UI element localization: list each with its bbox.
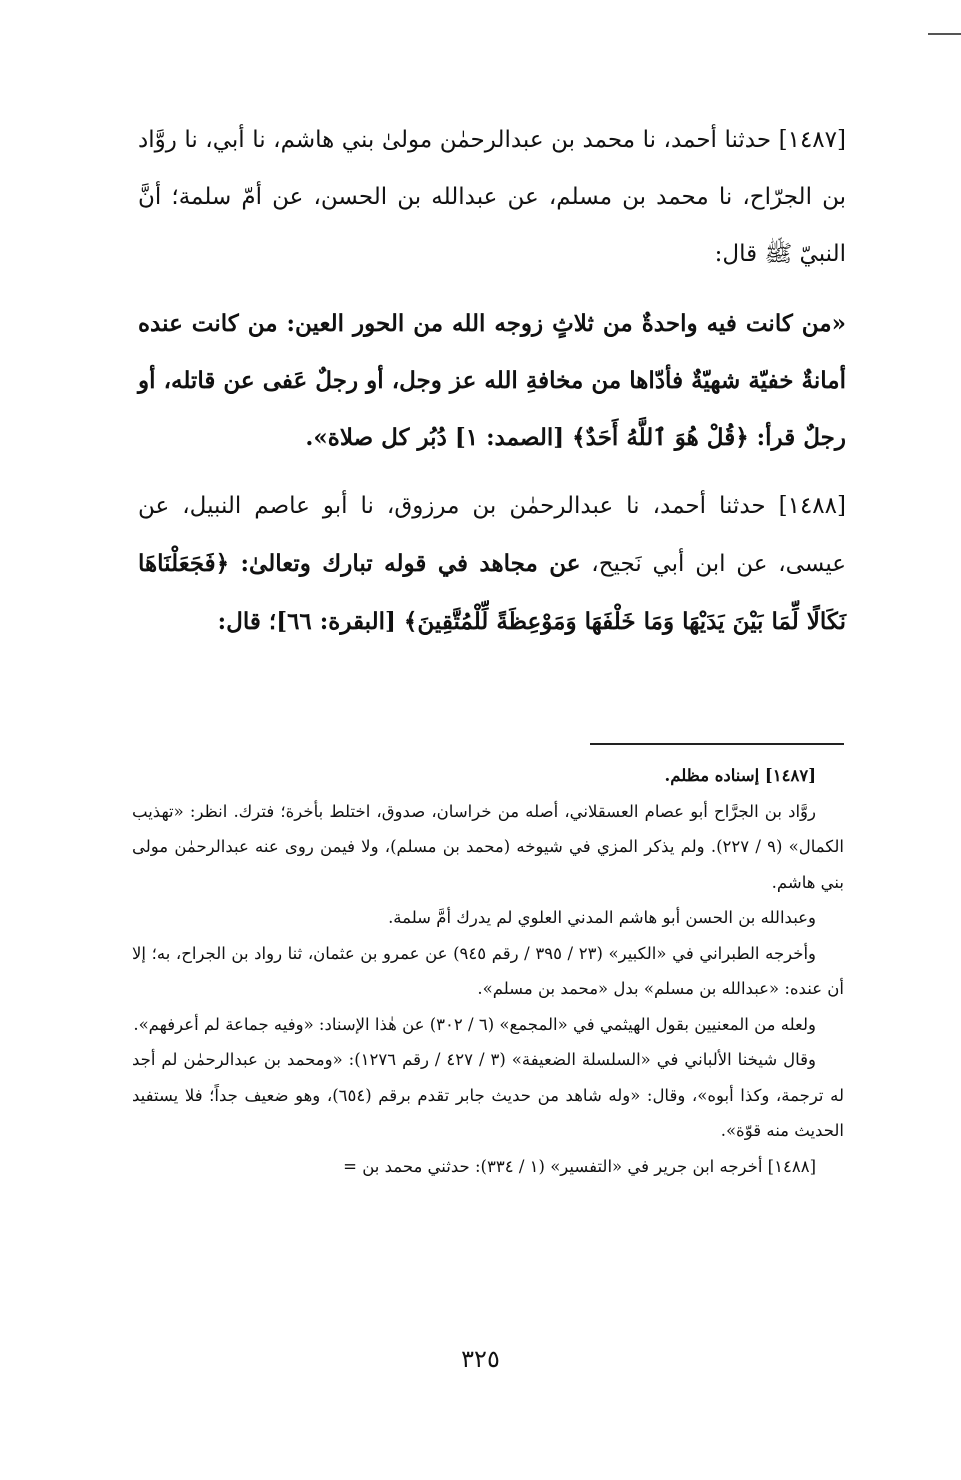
footnote-line: وقال شيخنا الألباني في «السلسلة الضعيفة» (٣ / ٤٢٧ / رقم ١٢٧٦): «ومحمد بن عبدالرحمٰن لم أجد له ترجمة، وكذا أبوه»، وقال: «وله شاهد من حديث جابر تقدم برقم (٦٥٤)، وهو ضعيف جداً؛ فلا يستفيد الحديث منه قوّة». — [132, 1050, 844, 1140]
footnote-divider — [590, 743, 844, 745]
footnote-line: وأخرجه الطبراني في «الكبير» (٢٣ / ٣٩٥ / رقم ٩٤٥) عن عمرو بن عثمان، ثنا رواد بن الجراح، به؛ إلا أن عنده: «عبدالله بن مسلم» بدل «محمد بن مسلم». — [132, 943, 844, 998]
footnote-line: وعبدالله بن الحسن أبو هاشم المدني العلوي لم يدرك أمَّ سلمة. — [388, 908, 816, 927]
hadith-1487-matn: «من كانت فيه واحدةٌ من ثلاثٍ زوجه الله من الحور العين: من كانت عنده أمانةٌ خفيّة شهيّةٌ فأدّاها من مخافةِ الله عز وجل، أو رجلٌ عَفى عن قاتله، أو رجلٌ قرأ: ﴿قُلْ هُوَ ٱللَّهُ أَحَدٌ﴾ [الصمد: ١] دُبُر كل صلاة». — [138, 310, 846, 451]
hadith-1488-isnad: [١٤٨٨] حدثنا أحمد، نا عبدالرحمٰن بن مرزوق، نا أبو عاصم النبيل، عن عيسى، عن ابن أبي نَجيح، — [138, 493, 847, 577]
footnote-line: ولعله من المعنيين بقول الهيثمي في «المجمع» (٦ / ٣٠٢) عن هٰذا الإسناد: «وفيه جماعة لم أعرفهم». — [133, 1014, 816, 1034]
main-text — [138, 112, 846, 651]
hadith-1488-paragraph — [138, 478, 846, 651]
footnote-line-1488: [١٤٨٨] أخرجه ابن جرير في «التفسير» (١ / ٣٣٤): حدثني محمد بن = — [343, 1156, 816, 1176]
page-number: ٣٢٥ — [461, 1345, 500, 1373]
footnote-heading-1487: [١٤٨٧] إسناده مظلم. — [664, 766, 816, 785]
footnote-line: روَّاد بن الجرَّاح أبو عصام العسقلاني، أصله من خراسان، صدوق، اختلط بأخرة؛ فترك. انظر: «تهذيب الكمال» (٩ / ٢٢٧). ولم يذكر المزي في شيوخه (محمد بن مسلم)، ولا فيمن روى عنه عبدالرحمٰن مولى بني هاشم. — [132, 801, 844, 892]
hadith-1488-matn: عن مجاهد في قوله تبارك وتعالىٰ: ﴿فَجَعَلْنَاهَا نَكَالًا لِّمَا بَيْنَ يَدَيْهَا وَمَا خَلْفَهَا وَمَوْعِظَةً لِّلْمُتَّقِينَ﴾ [البقرة: ٦٦]؛ قال: — [138, 550, 846, 635]
hadith-1487-isnad: [١٤٨٧] حدثنا أحمد، نا محمد بن عبدالرحمٰن مولىٰ بني هاشم، نا أبي، نا روَّاد بن الجرّاح، نا محمد بن مسلم، عن عبدالله بن الحسن، عن أمّ سلمة؛ أنَّ النبيّ ﷺ قال: — [138, 127, 846, 267]
footnotes — [132, 758, 844, 1184]
